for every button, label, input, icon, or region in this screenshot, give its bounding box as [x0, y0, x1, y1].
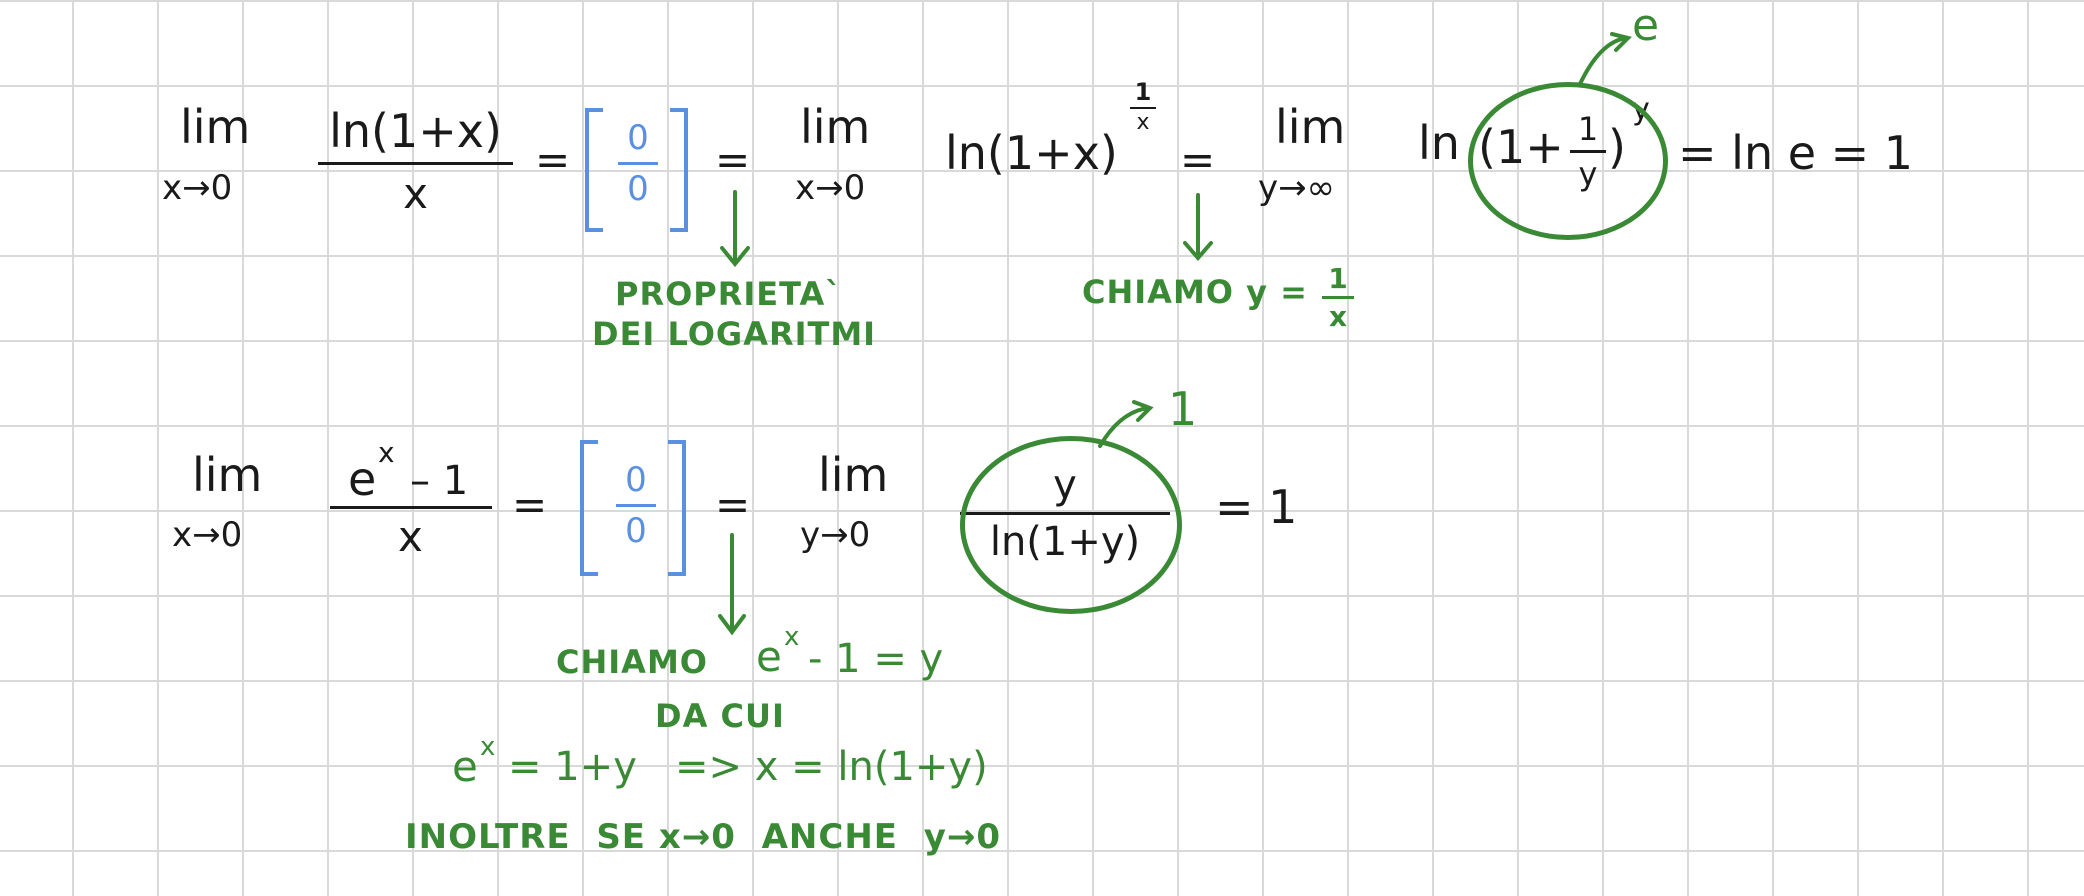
lim-4-sub: x→0: [172, 515, 243, 555]
fraction-4-rest: – 1: [410, 458, 469, 504]
note2-line1-base: e: [756, 632, 782, 681]
note2-line2: DA CUI: [655, 697, 785, 735]
note-chiamo-1: CHIAMO y =: [1082, 273, 1308, 311]
equals-2: =: [715, 135, 751, 184]
equals-3: =: [1180, 135, 1216, 184]
lim-3-sub: y→∞: [1258, 168, 1335, 208]
note2-line3-base: e: [452, 742, 478, 791]
indeterminate-2-den: 0: [625, 511, 647, 551]
expr-2: ln(1+x): [945, 126, 1118, 180]
exponent-2-den: x: [1136, 110, 1150, 135]
circle-2-label: 1: [1168, 382, 1198, 436]
fraction-5-num: y: [1053, 462, 1077, 508]
fraction-1-numerator: ln(1+x): [329, 104, 502, 158]
note-chiamo-num: 1: [1328, 262, 1348, 295]
ln-3: ln: [1418, 116, 1460, 170]
equals-4: =: [512, 480, 548, 529]
inner-exponent: y: [1632, 92, 1650, 127]
equals-5: =: [715, 480, 751, 529]
arrow-down-1: [722, 192, 748, 264]
inner-open: (1+: [1478, 120, 1564, 174]
tail-2: = 1: [1215, 480, 1298, 534]
fraction-4-den: x: [398, 512, 423, 561]
indeterminate-2-num: 0: [625, 460, 647, 500]
equals-1: =: [535, 135, 571, 184]
indeterminate-1-num: 0: [627, 118, 649, 158]
lim-5-word: lim: [818, 448, 889, 502]
lim-3-word: lim: [1275, 100, 1346, 154]
lim-4-word: lim: [192, 448, 263, 502]
circle-1-label: e: [1632, 0, 1660, 51]
note-chiamo-den: x: [1328, 300, 1348, 333]
arrow-circle-1: [1580, 34, 1628, 84]
exponent-2-num: 1: [1134, 78, 1152, 106]
fraction-4-exp: x: [378, 436, 395, 469]
note2-line1-exp: x: [784, 622, 800, 652]
note2-line1-prefix: CHIAMO: [556, 643, 708, 681]
lim-2-word: lim: [800, 100, 871, 154]
note-proprieta-1: PROPRIETA`: [615, 275, 843, 313]
fraction-4-base: e: [348, 452, 377, 506]
lim-1-sub: x→0: [162, 168, 233, 208]
lim-2-sub: x→0: [795, 168, 866, 208]
inner-close: ): [1608, 120, 1626, 174]
note-proprieta-2: DEI LOGARITMI: [592, 315, 877, 353]
fraction-5-den: ln(1+y): [989, 519, 1141, 565]
lim-5-sub: y→0: [800, 515, 871, 555]
note2-line4: INOLTRE SE x→0 ANCHE y→0: [405, 817, 1002, 857]
note2-line3-exp: x: [480, 732, 496, 762]
arrow-circle-2: [1100, 402, 1150, 446]
arrow-down-3: [720, 535, 744, 632]
lim-1-word: lim: [180, 100, 251, 154]
note2-line3-rest: = 1+y => x = ln(1+y): [508, 744, 988, 790]
fraction-1-denominator: x: [403, 169, 428, 218]
indeterminate-1-den: 0: [627, 169, 649, 209]
arrow-down-2: [1185, 195, 1211, 258]
inner-fraction-den: y: [1578, 155, 1598, 193]
note2-line1-rest: - 1 = y: [808, 636, 944, 682]
inner-fraction-num: 1: [1577, 110, 1599, 148]
tail-1: = ln e = 1: [1678, 126, 1914, 180]
